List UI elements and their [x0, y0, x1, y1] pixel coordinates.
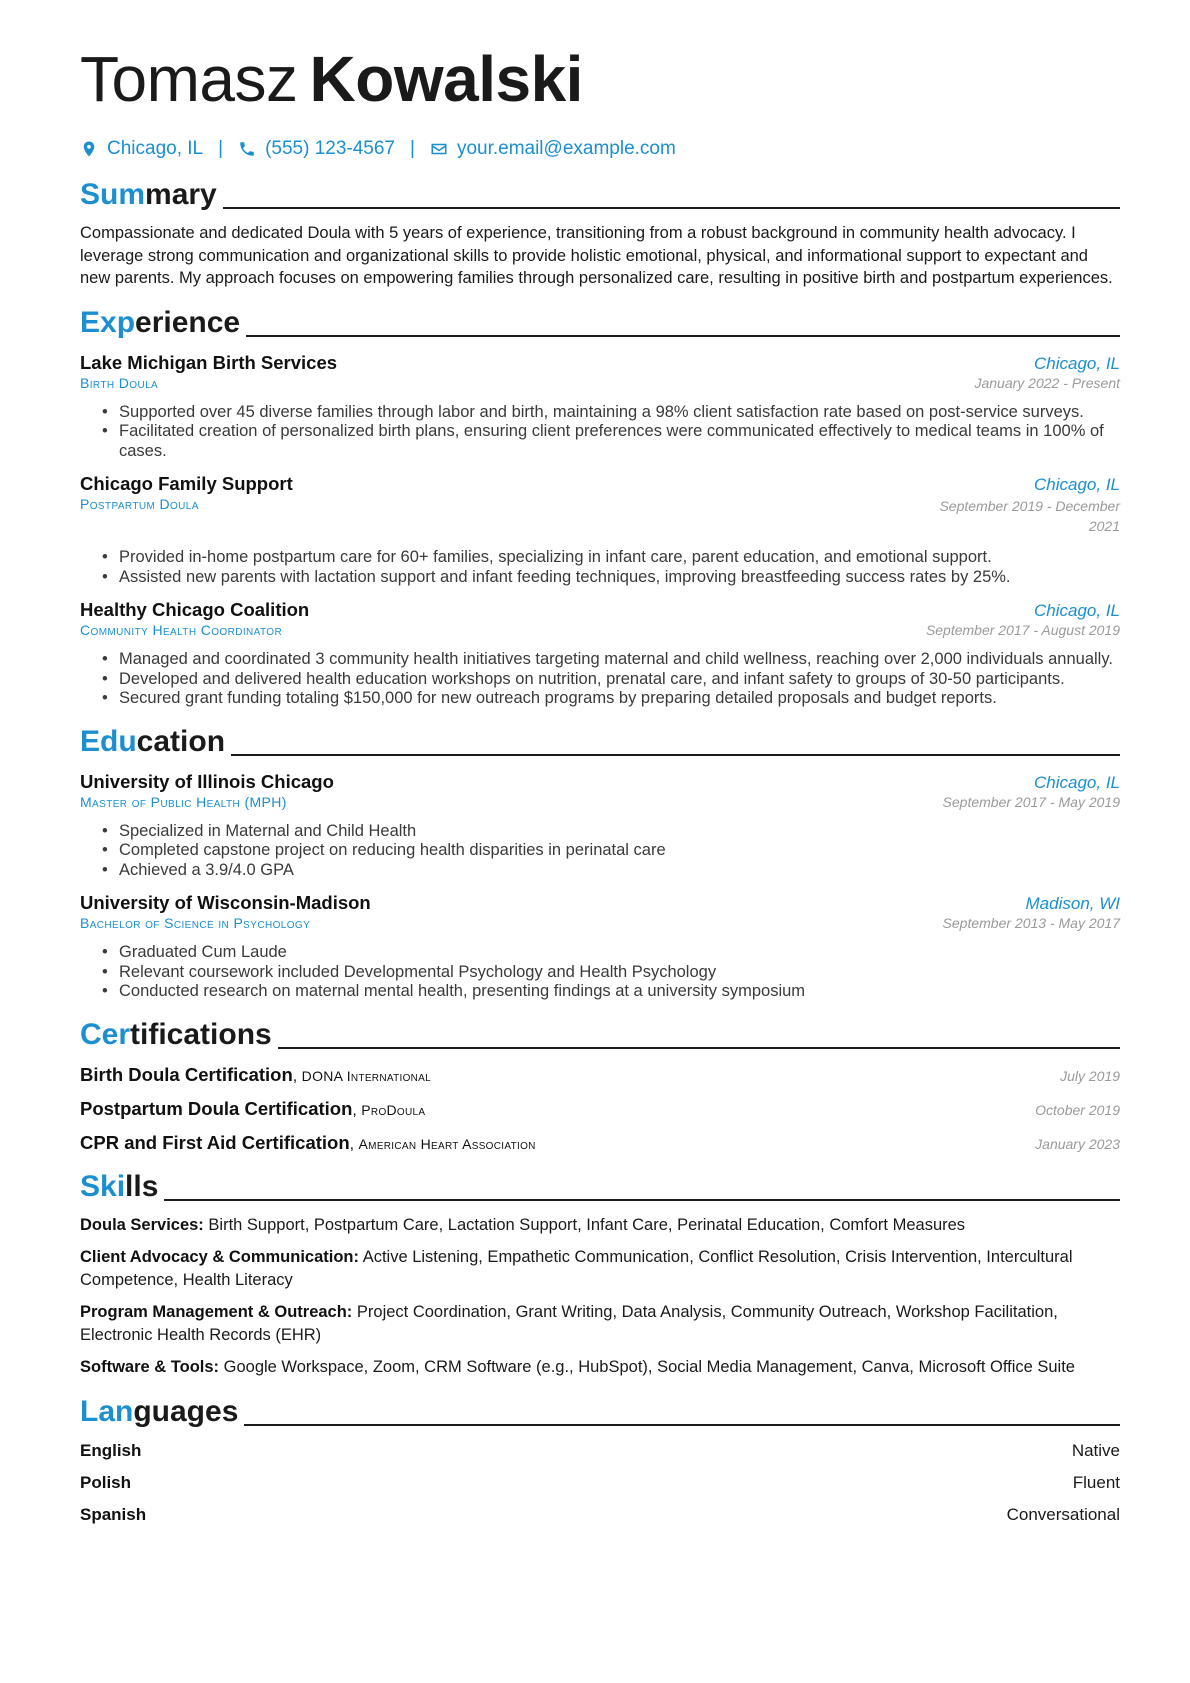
bullet-item: • Relevant coursework included Developmental Psychology and Health Psychology [102, 963, 1120, 983]
section-rule [164, 1199, 1120, 1201]
candidate-name [80, 44, 1120, 114]
certification-name: Birth Doula Certification [80, 1063, 293, 1085]
section-rule [246, 335, 1120, 337]
skill-list: Google Workspace, Zoom, CRM Software (e.g., HubSpot), Social Media Management, Canva, Microsoft Office Suite [223, 1358, 1075, 1376]
title-accent: Exp [80, 305, 136, 339]
language-row [80, 1441, 1120, 1461]
skill-category: Client Advocacy & Communication: [80, 1248, 360, 1266]
language-level: Conversational [1006, 1504, 1120, 1524]
entry-date: September 2017 - August 2019 [925, 622, 1120, 638]
languages-heading [80, 1393, 1120, 1429]
title-accent: Cer [80, 1017, 131, 1051]
entry-location: Chicago, IL [1034, 475, 1120, 494]
phone-icon [238, 140, 256, 158]
school-name: University of Wisconsin-Madison [80, 892, 371, 913]
skill-line [80, 1246, 1120, 1291]
bullet-item: • Specialized in Maternal and Child Health [102, 822, 1120, 842]
envelope-icon [430, 140, 448, 158]
title-accent: Ski [80, 1169, 126, 1203]
bullet-list [102, 403, 1120, 462]
contact-email[interactable] [430, 138, 676, 160]
email-text: your.email@example.com [456, 138, 676, 159]
entry-location: Chicago, IL [1034, 353, 1120, 373]
language-level: Fluent [1072, 1472, 1120, 1492]
degree-name: Master of Public Health (MPH) [80, 793, 287, 810]
title-rest: cation [136, 724, 226, 758]
title-accent: Edu [80, 724, 137, 758]
contact-separator: | [218, 138, 224, 159]
contact-location [80, 138, 203, 160]
title-rest: mary [145, 178, 217, 211]
bullet-list [102, 943, 1120, 1002]
bullet-item: • Assisted new parents with lactation support and infant feeding techniques, improving breastfeeding success rates by 25%. [102, 568, 1120, 588]
section-rule [223, 207, 1120, 209]
section-title [80, 1018, 272, 1052]
certification-item: CPR and First Aid Certification, American Heart Association January 2023 [80, 1131, 1120, 1153]
job-title: Community Health Coordinator [80, 622, 283, 638]
certification-date: October 2019 [1035, 1101, 1120, 1118]
employer-name: Healthy Chicago Coalition [80, 599, 310, 620]
entry-location: Chicago, IL [1034, 772, 1120, 792]
degree-name: Bachelor of Science in Psychology [80, 915, 311, 931]
employer-name: Lake Michigan Birth Services [80, 351, 338, 373]
entry-date: January 2022 - Present [974, 374, 1120, 391]
section-rule [231, 754, 1120, 756]
title-accent: Sum [80, 178, 146, 211]
entry-date: September 2017 - May 2019 [942, 793, 1120, 810]
bullet-item: • Completed capstone project on reducing health disparities in perinatal care [102, 841, 1120, 861]
skill-list: Active Listening, Empathetic Communication, Conflict Resolution, Crisis Intervention, Intercultural Competence, Health Literacy [80, 1248, 1073, 1289]
section-title [80, 725, 225, 759]
certification-issuer: DONA International [301, 1067, 432, 1084]
certification-item: Birth Doula Certification, DONA International July 2019 [80, 1063, 1120, 1085]
job-title: Birth Doula [80, 374, 159, 391]
skill-list: Project Coordination, Grant Writing, Data Analysis, Community Outreach, Workshop Facilitation, Electronic Health Records (EHR) [80, 1303, 1058, 1344]
skill-line [80, 1356, 1120, 1379]
language-name: Spanish [80, 1504, 147, 1524]
skill-list: Birth Support, Postpartum Care, Lactation Support, Infant Care, Perinatal Education, Comfort Measures [208, 1215, 966, 1234]
certification-name: CPR and First Aid Certification [80, 1131, 350, 1153]
bullet-item: • Managed and coordinated 3 community health initiatives targeting maternal and child wellness, reaching over 2,000 individuals annually. [102, 650, 1120, 670]
contact-separator: | [410, 138, 415, 159]
resume-page [80, 44, 1120, 1525]
job-title: Postpartum Doula [80, 496, 199, 512]
certification-date: July 2019 [1060, 1067, 1120, 1084]
skill-category: Program Management & Outreach: [80, 1303, 353, 1321]
entry-location: Madison, WI [1025, 894, 1120, 913]
section-title [80, 1170, 158, 1204]
title-rest: tifications [130, 1017, 272, 1051]
section-rule [244, 1424, 1120, 1426]
first-name: Tomasz [80, 43, 298, 115]
bullet-item: • Supported over 45 diverse families through labor and birth, maintaining a 98% client satisfaction rate based on post-service surveys. [102, 403, 1120, 423]
certification-issuer: American Heart Association [358, 1135, 536, 1152]
bullet-item: • Provided in-home postpartum care for 60+ families, specializing in infant care, parent education, and emotional support. [102, 548, 1120, 568]
section-title [80, 306, 240, 340]
experience-entry [80, 473, 1120, 587]
bullet-item: • Developed and delivered health education workshops on nutrition, prenatal care, and infant safety to groups of 30-50 participants. [102, 670, 1120, 690]
language-level: Native [1071, 1440, 1120, 1460]
experience-entry [80, 352, 1120, 462]
experience-heading [80, 304, 1120, 340]
title-rest: lls [125, 1169, 159, 1203]
language-row [80, 1505, 1120, 1525]
section-title [80, 178, 217, 212]
employer-name: Chicago Family Support [80, 473, 293, 494]
section-rule [278, 1047, 1120, 1049]
skill-line [80, 1301, 1120, 1346]
language-name: Polish [80, 1472, 132, 1492]
title-rest: erience [135, 305, 241, 339]
language-name: English [80, 1440, 142, 1460]
bullet-list [102, 650, 1120, 709]
bullet-item: • Graduated Cum Laude [102, 943, 1120, 963]
education-entry [80, 771, 1120, 881]
last-name: Kowalski [309, 43, 583, 115]
bullet-list [102, 822, 1120, 881]
skill-line [80, 1214, 1120, 1237]
certifications-heading [80, 1016, 1120, 1052]
bullet-item: • Conducted research on maternal mental health, presenting findings at a university symposium [102, 982, 1120, 1002]
language-row [80, 1473, 1120, 1493]
contact-phone[interactable] [238, 138, 395, 160]
skill-category: Software & Tools: [80, 1358, 220, 1376]
title-rest: guages [133, 1394, 239, 1428]
summary-text: Compassionate and dedicated Doula with 5 years of experience, transitioning from a robust background in community health advocacy. I leverage strong communication and organizational skills to provide holistic emotional, physical, and informational support to expectant and new parents. My approach focuses on empowering families through personalized care, resulting in positive birth and postpartum experiences. [80, 224, 1113, 287]
school-name: University of Illinois Chicago [80, 770, 334, 792]
section-title [80, 1395, 238, 1429]
map-pin-icon [80, 140, 98, 158]
education-heading [80, 723, 1120, 759]
certification-issuer: ProDoula [361, 1101, 426, 1118]
entry-date: September 2013 - May 2017 [942, 915, 1120, 931]
bullet-list [102, 548, 1120, 587]
summary-heading [80, 176, 1120, 212]
contact-info [80, 136, 1120, 162]
location-text: Chicago, IL [107, 138, 204, 159]
certification-date: January 2023 [1035, 1135, 1120, 1152]
entry-date: September 2019 - December 2021 [939, 498, 1120, 534]
title-accent: Lan [80, 1394, 134, 1428]
phone-text: (555) 123-4567 [265, 138, 395, 159]
experience-entry [80, 599, 1120, 709]
skills-heading [80, 1168, 1120, 1204]
certification-name: Postpartum Doula Certification [80, 1097, 353, 1119]
certification-item: Postpartum Doula Certification, ProDoula October 2019 [80, 1097, 1120, 1119]
education-entry [80, 892, 1120, 1002]
bullet-item: • Facilitated creation of personalized birth plans, ensuring client preferences were communicated effectively to medical teams in 100% of cases. [102, 422, 1120, 461]
bullet-item: • Achieved a 3.9/4.0 GPA [102, 861, 1120, 881]
skill-category: Doula Services: [80, 1215, 204, 1234]
bullet-item: • Secured grant funding totaling $150,000 for new outreach programs by preparing detailed proposals and budget reports. [102, 689, 1120, 709]
entry-location: Chicago, IL [1034, 601, 1120, 620]
